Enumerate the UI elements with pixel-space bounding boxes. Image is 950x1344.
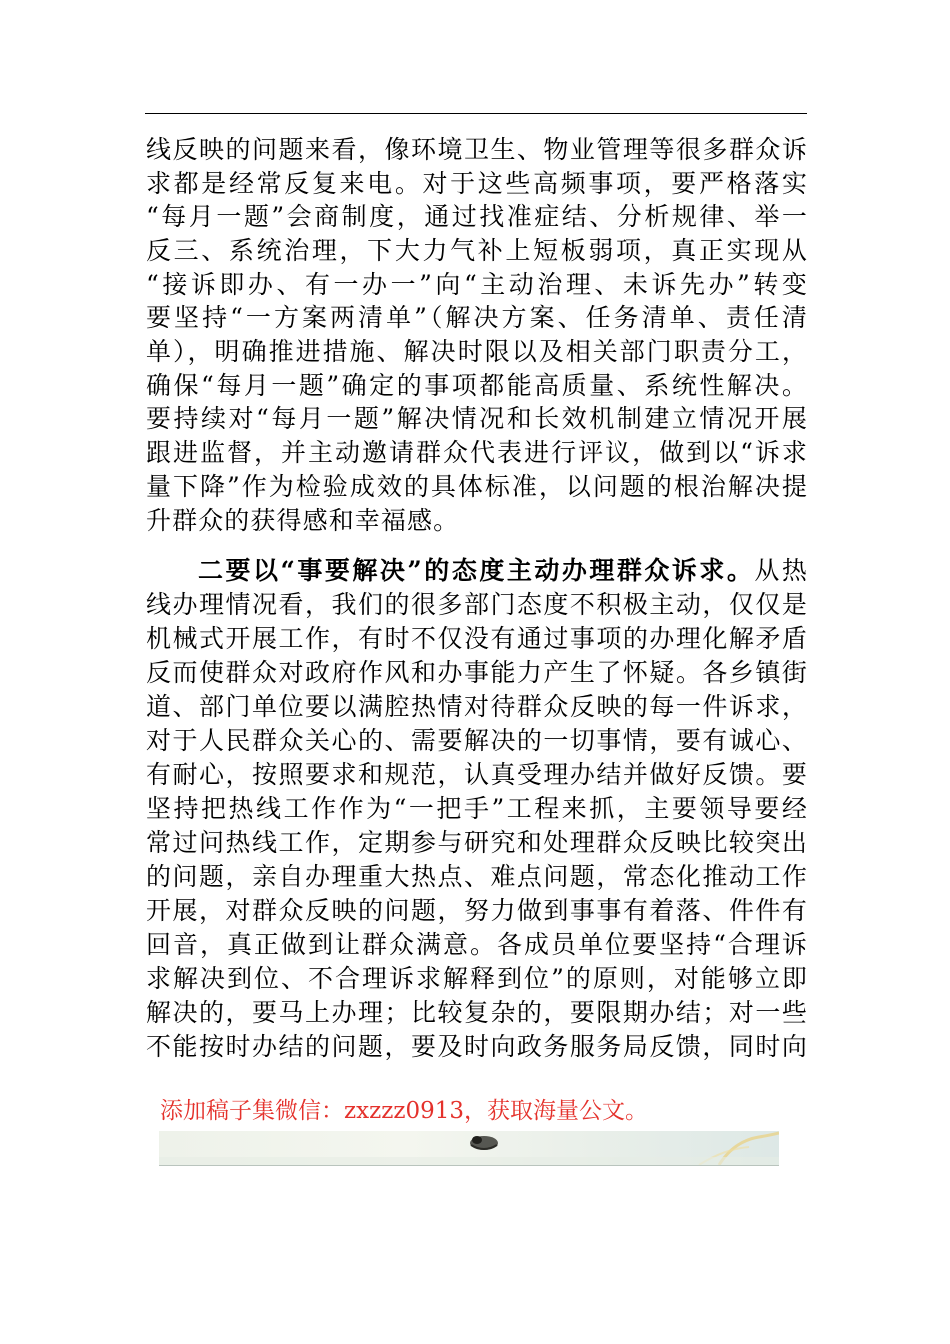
para2-first-tail: 从热 <box>754 556 808 585</box>
banner-image <box>159 1131 779 1166</box>
header-rule <box>145 113 807 114</box>
body-line: 常过问热线工作，定期参与研究和处理群众反映比较突出 <box>146 828 808 857</box>
body-line: 求都是经常反复来电。对于这些高频事项，要严格落实 <box>146 169 808 198</box>
body-line: 要坚持“一方案两清单”（解决方案、任务清单、责任清 <box>146 303 808 332</box>
para2-heading: 二要以“事要解决”的态度主动办理群众诉求。 <box>198 556 755 585</box>
promo-text: 添加稿子集微信：zxzzz0913，获取海量公文。 <box>160 1098 648 1124</box>
body-line: 跟进监督，并主动邀请群众代表进行评议，做到以“诉求 <box>146 438 808 467</box>
body-line: “接诉即办、有一办一”向“主动治理、未诉先办”转变 <box>146 270 808 299</box>
banner-decoration <box>159 1131 779 1165</box>
body-line: 量下降”作为检验成效的具体标准，以问题的根治解决提 <box>146 472 808 501</box>
body-line: 单），明确推进措施、解决时限以及相关部门职责分工， <box>146 337 808 366</box>
body-line: 线办理情况看，我们的很多部门态度不积极主动，仅仅是 <box>146 590 808 619</box>
para2-first-line <box>198 554 808 588</box>
body-line: 的问题，亲自办理重大热点、难点问题，常态化推动工作 <box>146 862 808 891</box>
body-line: “每月一题”会商制度，通过找准症结、分析规律、举一 <box>146 202 808 231</box>
body-line: 升群众的获得感和幸福感。 <box>146 506 460 535</box>
body-line: 反而使群众对政府作风和办事能力产生了怀疑。各乡镇街 <box>146 658 808 687</box>
body-line: 道、部门单位要以满腔热情对待群众反映的每一件诉求， <box>146 692 808 721</box>
body-line: 有耐心，按照要求和规范，认真受理办结并做好反馈。要 <box>146 760 808 789</box>
body-line: 不能按时办结的问题，要及时向政务服务局反馈，同时向 <box>146 1032 808 1061</box>
body-line: 求解决到位、不合理诉求解释到位”的原则，对能够立即 <box>146 964 808 993</box>
body-line: 反三、系统治理，下大力气补上短板弱项，真正实现从 <box>146 236 808 265</box>
body-line: 开展，对群众反映的问题，努力做到事事有着落、件件有 <box>146 896 808 925</box>
body-line: 坚持把热线工作作为“一把手”工程来抓，主要领导要经 <box>146 794 808 823</box>
body-line: 线反映的问题来看，像环境卫生、物业管理等很多群众诉 <box>146 135 808 164</box>
body-line: 机械式开展工作，有时不仅没有通过事项的办理化解矛盾 <box>146 624 808 653</box>
body-line: 确保“每月一题”确定的事项都能高质量、系统性解决。 <box>146 371 808 400</box>
body-line: 要持续对“每月一题”解决情况和长效机制建立情况开展 <box>146 404 808 433</box>
body-line: 回音，真正做到让群众满意。各成员单位要坚持“合理诉 <box>146 930 808 959</box>
body-line: 解决的，要马上办理；比较复杂的，要限期办结；对一些 <box>146 998 808 1027</box>
body-line: 对于人民群众关心的、需要解决的一切事情，要有诚心、 <box>146 726 808 755</box>
